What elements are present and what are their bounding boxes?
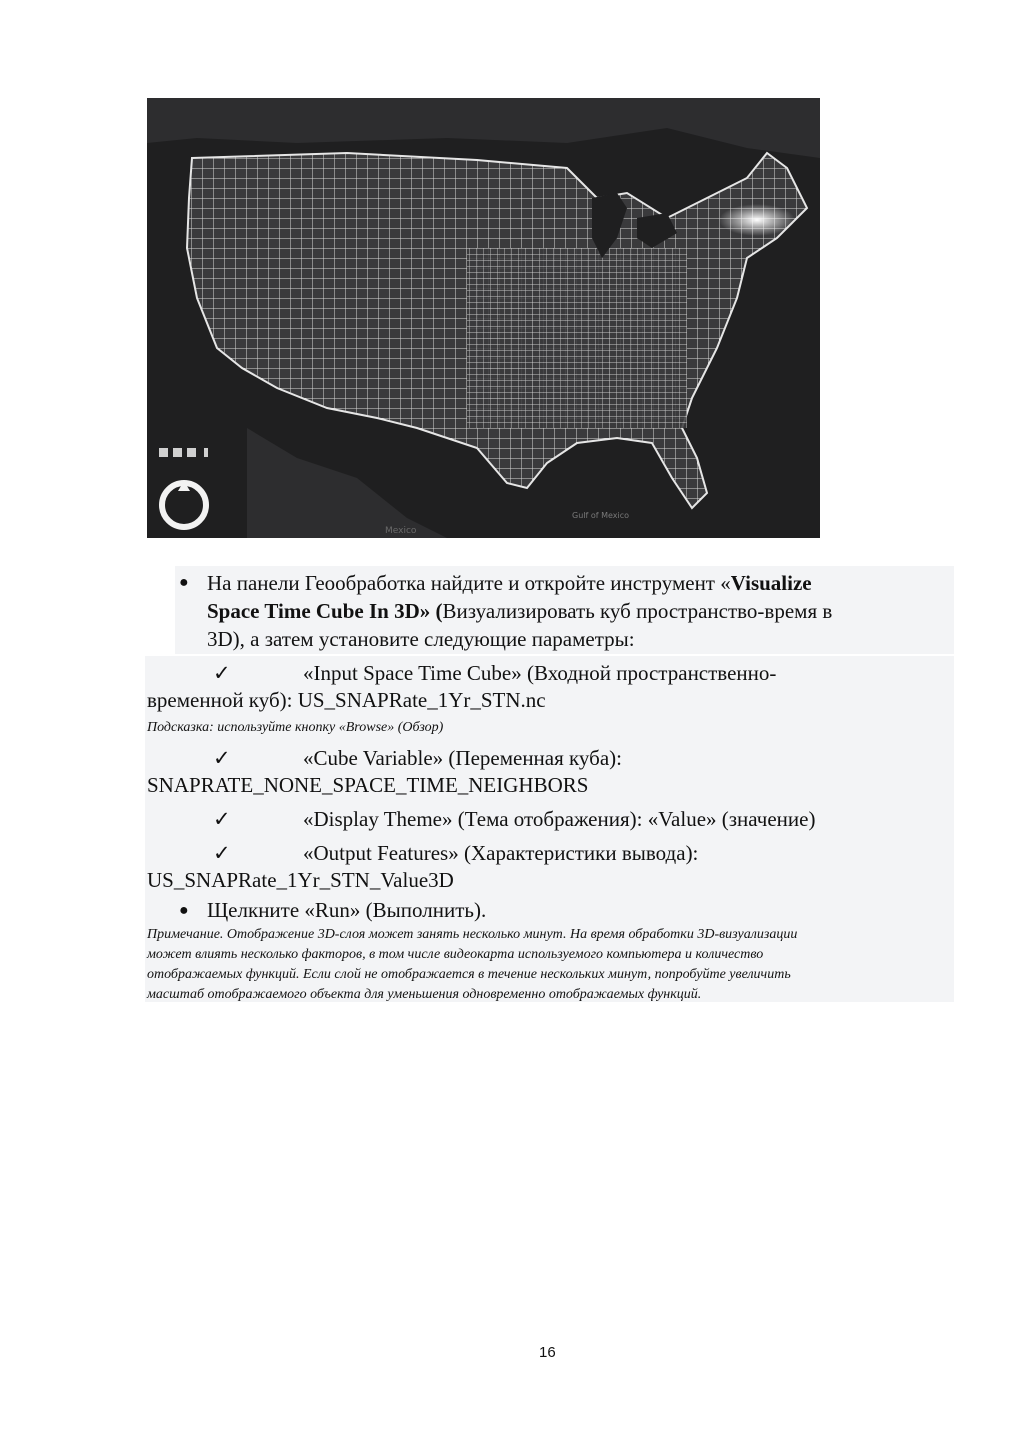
check-icon: ✓	[213, 661, 231, 685]
param-input-line-2: временной куб): US_SNAPRate_1Yr_STN.nc	[147, 688, 546, 712]
param-input-line-1: «Input Space Time Cube» (Входной пространственно-	[303, 661, 777, 685]
bullet-line-1: На панели Геообработка найдите и откройте инструмент «Visualize	[207, 571, 812, 595]
home-icon[interactable]	[159, 448, 168, 457]
map-canvas	[147, 98, 820, 538]
param-output-line-2: US_SNAPRate_1Yr_STN_Value3D	[147, 868, 454, 892]
bullet-line-3: 3D), а затем установите следующие параметры:	[207, 627, 635, 651]
param-theme-line-1: «Display Theme» (Тема отображения): «Value» (значение)	[303, 807, 816, 831]
hint-text: Подсказка: используйте кнопку «Browse» (Обзор)	[147, 720, 444, 735]
us-counties-map	[147, 98, 820, 538]
bullet-dot: ●	[179, 574, 189, 591]
bullet-dot: ●	[179, 902, 189, 919]
note-line-3: отображаемых функций. Если слой не отображается в течение нескольких минут, попробуйте увеличить	[147, 967, 791, 982]
note-line-1: Примечание. Отображение 3D-слоя может занять несколько минут. На время обработки 3D-визуализации	[147, 927, 798, 942]
check-icon: ✓	[213, 746, 231, 770]
bullet-line-2: Space Time Cube In 3D» (Визуализировать куб пространство-время в	[207, 599, 833, 623]
zoom-icon[interactable]	[187, 448, 196, 457]
mexico-label: Mexico	[385, 526, 417, 536]
compass-ring-icon[interactable]	[162, 481, 206, 527]
note-line-4: масштаб отображаемого объекта для уменьшения одновременно отображаемых функций.	[147, 987, 702, 1002]
note-line-2: может влиять несколько факторов, в том числе видеокарта используемого компьютера и количество	[147, 947, 764, 962]
fullscreen-icon[interactable]	[173, 448, 182, 457]
check-icon: ✓	[213, 807, 231, 831]
param-output-line-1: «Output Features» (Характеристики вывода):	[303, 841, 699, 865]
run-bullet: Щелкните «Run» (Выполнить).	[207, 898, 487, 922]
gulf-label: Gulf of Mexico	[572, 511, 630, 520]
map-nav-icons[interactable]	[159, 448, 208, 457]
param-variable-line-1: «Cube Variable» (Переменная куба):	[303, 746, 622, 770]
page-number: 16	[539, 1344, 556, 1361]
check-icon: ✓	[213, 841, 231, 865]
param-variable-line-2: SNAPRATE_NONE_SPACE_TIME_NEIGHBORS	[147, 773, 589, 797]
